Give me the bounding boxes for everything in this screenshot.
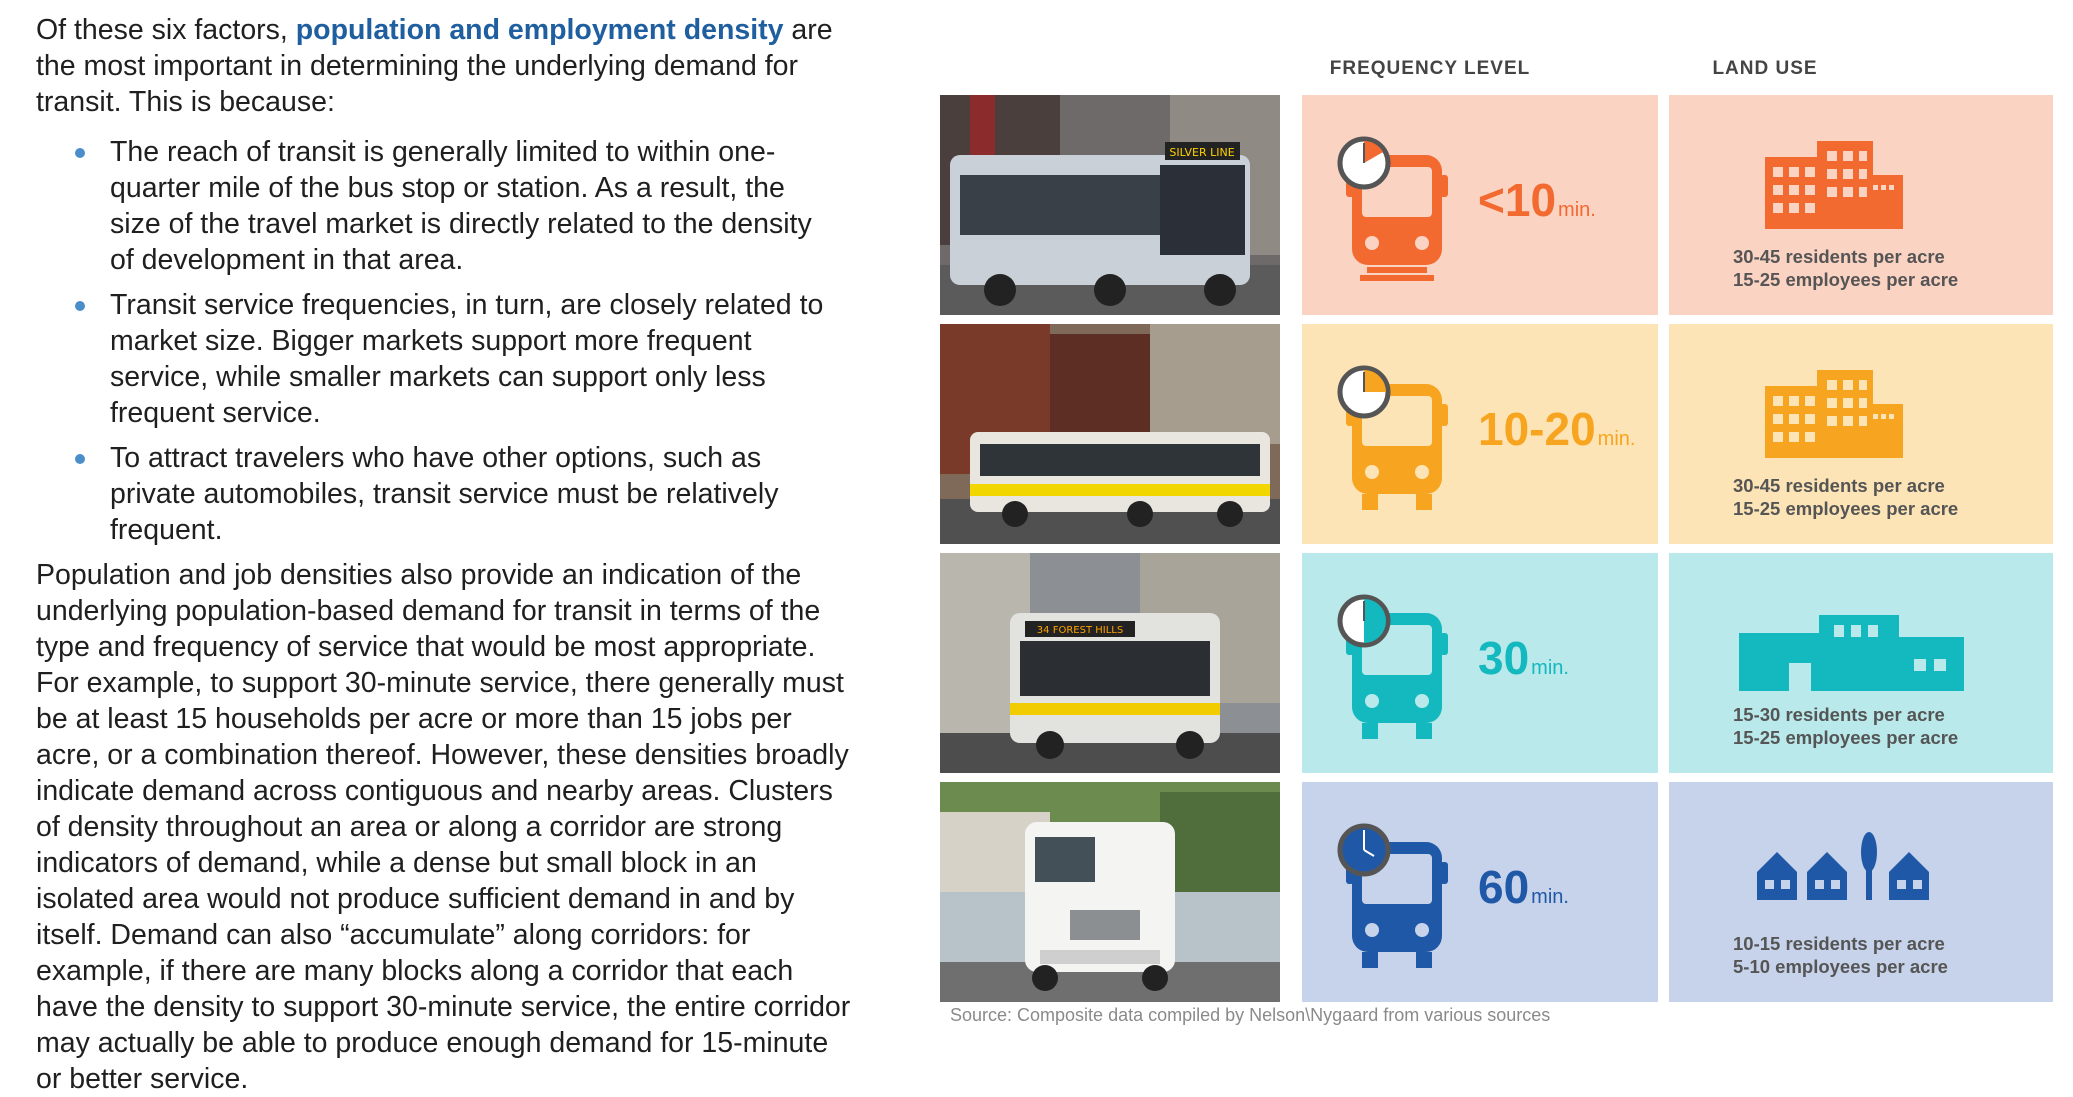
frequency-panel — [1302, 782, 1658, 1002]
houses-and-tree-icon — [1669, 782, 2053, 932]
bus-clock-icon — [1302, 782, 1472, 1002]
article-text — [36, 12, 856, 1097]
employees-per-acre: 15-25 employees per acre — [1733, 727, 1959, 748]
density-text — [1733, 703, 1958, 749]
employees-per-acre: 5-10 employees per acre — [1733, 956, 1948, 977]
land-use-header: LAND USE — [1712, 58, 1818, 79]
frequency-value: <10 min. — [1478, 174, 1596, 226]
density-text — [1733, 474, 1958, 520]
frequency-value: 30 min. — [1478, 632, 1569, 684]
bus-photo — [940, 553, 1280, 773]
bus-photo — [940, 782, 1280, 1002]
residents-per-acre: 15-30 residents per acre — [1733, 704, 1945, 725]
density-text — [1733, 245, 1958, 291]
bus-photo — [940, 324, 1280, 544]
tall-buildings-icon — [1669, 324, 2053, 474]
land-use-panel — [1669, 95, 2053, 315]
bullet-item: To attract travelers who have other options, such as private automobiles, transit service must be relatively frequent. — [110, 440, 856, 548]
frequency-level-header: FREQUENCY LEVEL — [1329, 58, 1531, 79]
bullet-item: Transit service frequencies, in turn, are closely related to market size. Bigger markets support more frequent service, while smaller markets can support only less frequent service. — [110, 287, 856, 431]
frequency-value: 60 min. — [1478, 861, 1569, 913]
frequency-panel — [1302, 324, 1658, 544]
frequency-panel — [1302, 95, 1658, 315]
bullet-item: The reach of transit is generally limited to within one-quarter mile of the bus stop or station. As a result, the size of the travel market is directly related to the density of development in that area. — [110, 134, 856, 278]
employees-per-acre: 15-25 employees per acre — [1733, 498, 1959, 519]
employees-per-acre: 15-25 employees per acre — [1733, 269, 1959, 290]
bus-clock-icon — [1302, 324, 1472, 544]
residents-per-acre: 30-45 residents per acre — [1733, 475, 1945, 496]
density-text — [1733, 932, 1948, 978]
residents-per-acre: 30-45 residents per acre — [1733, 246, 1945, 267]
transit-frequency-figure — [940, 0, 2060, 1039]
bus-photo — [940, 95, 1280, 315]
bus-clock-icon — [1302, 553, 1472, 773]
frequency-panel — [1302, 553, 1658, 773]
bus-destination-sign: SILVER LINE — [1169, 146, 1235, 159]
low-rise-buildings-icon — [1669, 553, 2053, 703]
land-use-panel — [1669, 782, 2053, 1002]
bullet-list — [36, 134, 856, 548]
tall-buildings-icon — [1669, 95, 2053, 245]
land-use-panel — [1669, 324, 2053, 544]
frequency-value: 10-20 min. — [1478, 403, 1636, 455]
body-paragraph: Population and job densities also provide an indication of the underlying population-based demand for transit in terms of the type and frequency of service that would be most appropriate. For example, to support 30-minute service, there generally must be at least 15 households per acre or more than 15 jobs per acre, or a combination thereof. However, these densities broadly indicate demand across contiguous and nearby areas. Clusters of density throughout an area or along a corridor are strong indicators of demand, while a dense but small block in an isolated area would not produce sufficient demand in and by itself. Demand can also “accumulate” along corridors: for example, if there are many blocks along a corridor that each have the density to support 30-minute service, the entire corridor may actually be able to produce enough demand for 15-minute or better service. — [36, 559, 851, 1095]
intro-paragraph — [36, 12, 856, 120]
land-use-panel — [1669, 553, 2053, 773]
source-caption: Source: Composite data compiled by Nelson\Nygaard from various sources — [950, 1005, 1551, 1025]
bus-destination-sign: 34 FOREST HILLS — [1036, 625, 1124, 636]
intro-suffix: are the most important in determining the underlying demand for transit. This is because: — [36, 14, 833, 118]
residents-per-acre: 10-15 residents per acre — [1733, 933, 1945, 954]
bus-clock-icon — [1302, 95, 1472, 315]
intro-prefix: Of these six factors, — [36, 14, 296, 46]
intro-highlight: population and employment density — [295, 14, 784, 46]
